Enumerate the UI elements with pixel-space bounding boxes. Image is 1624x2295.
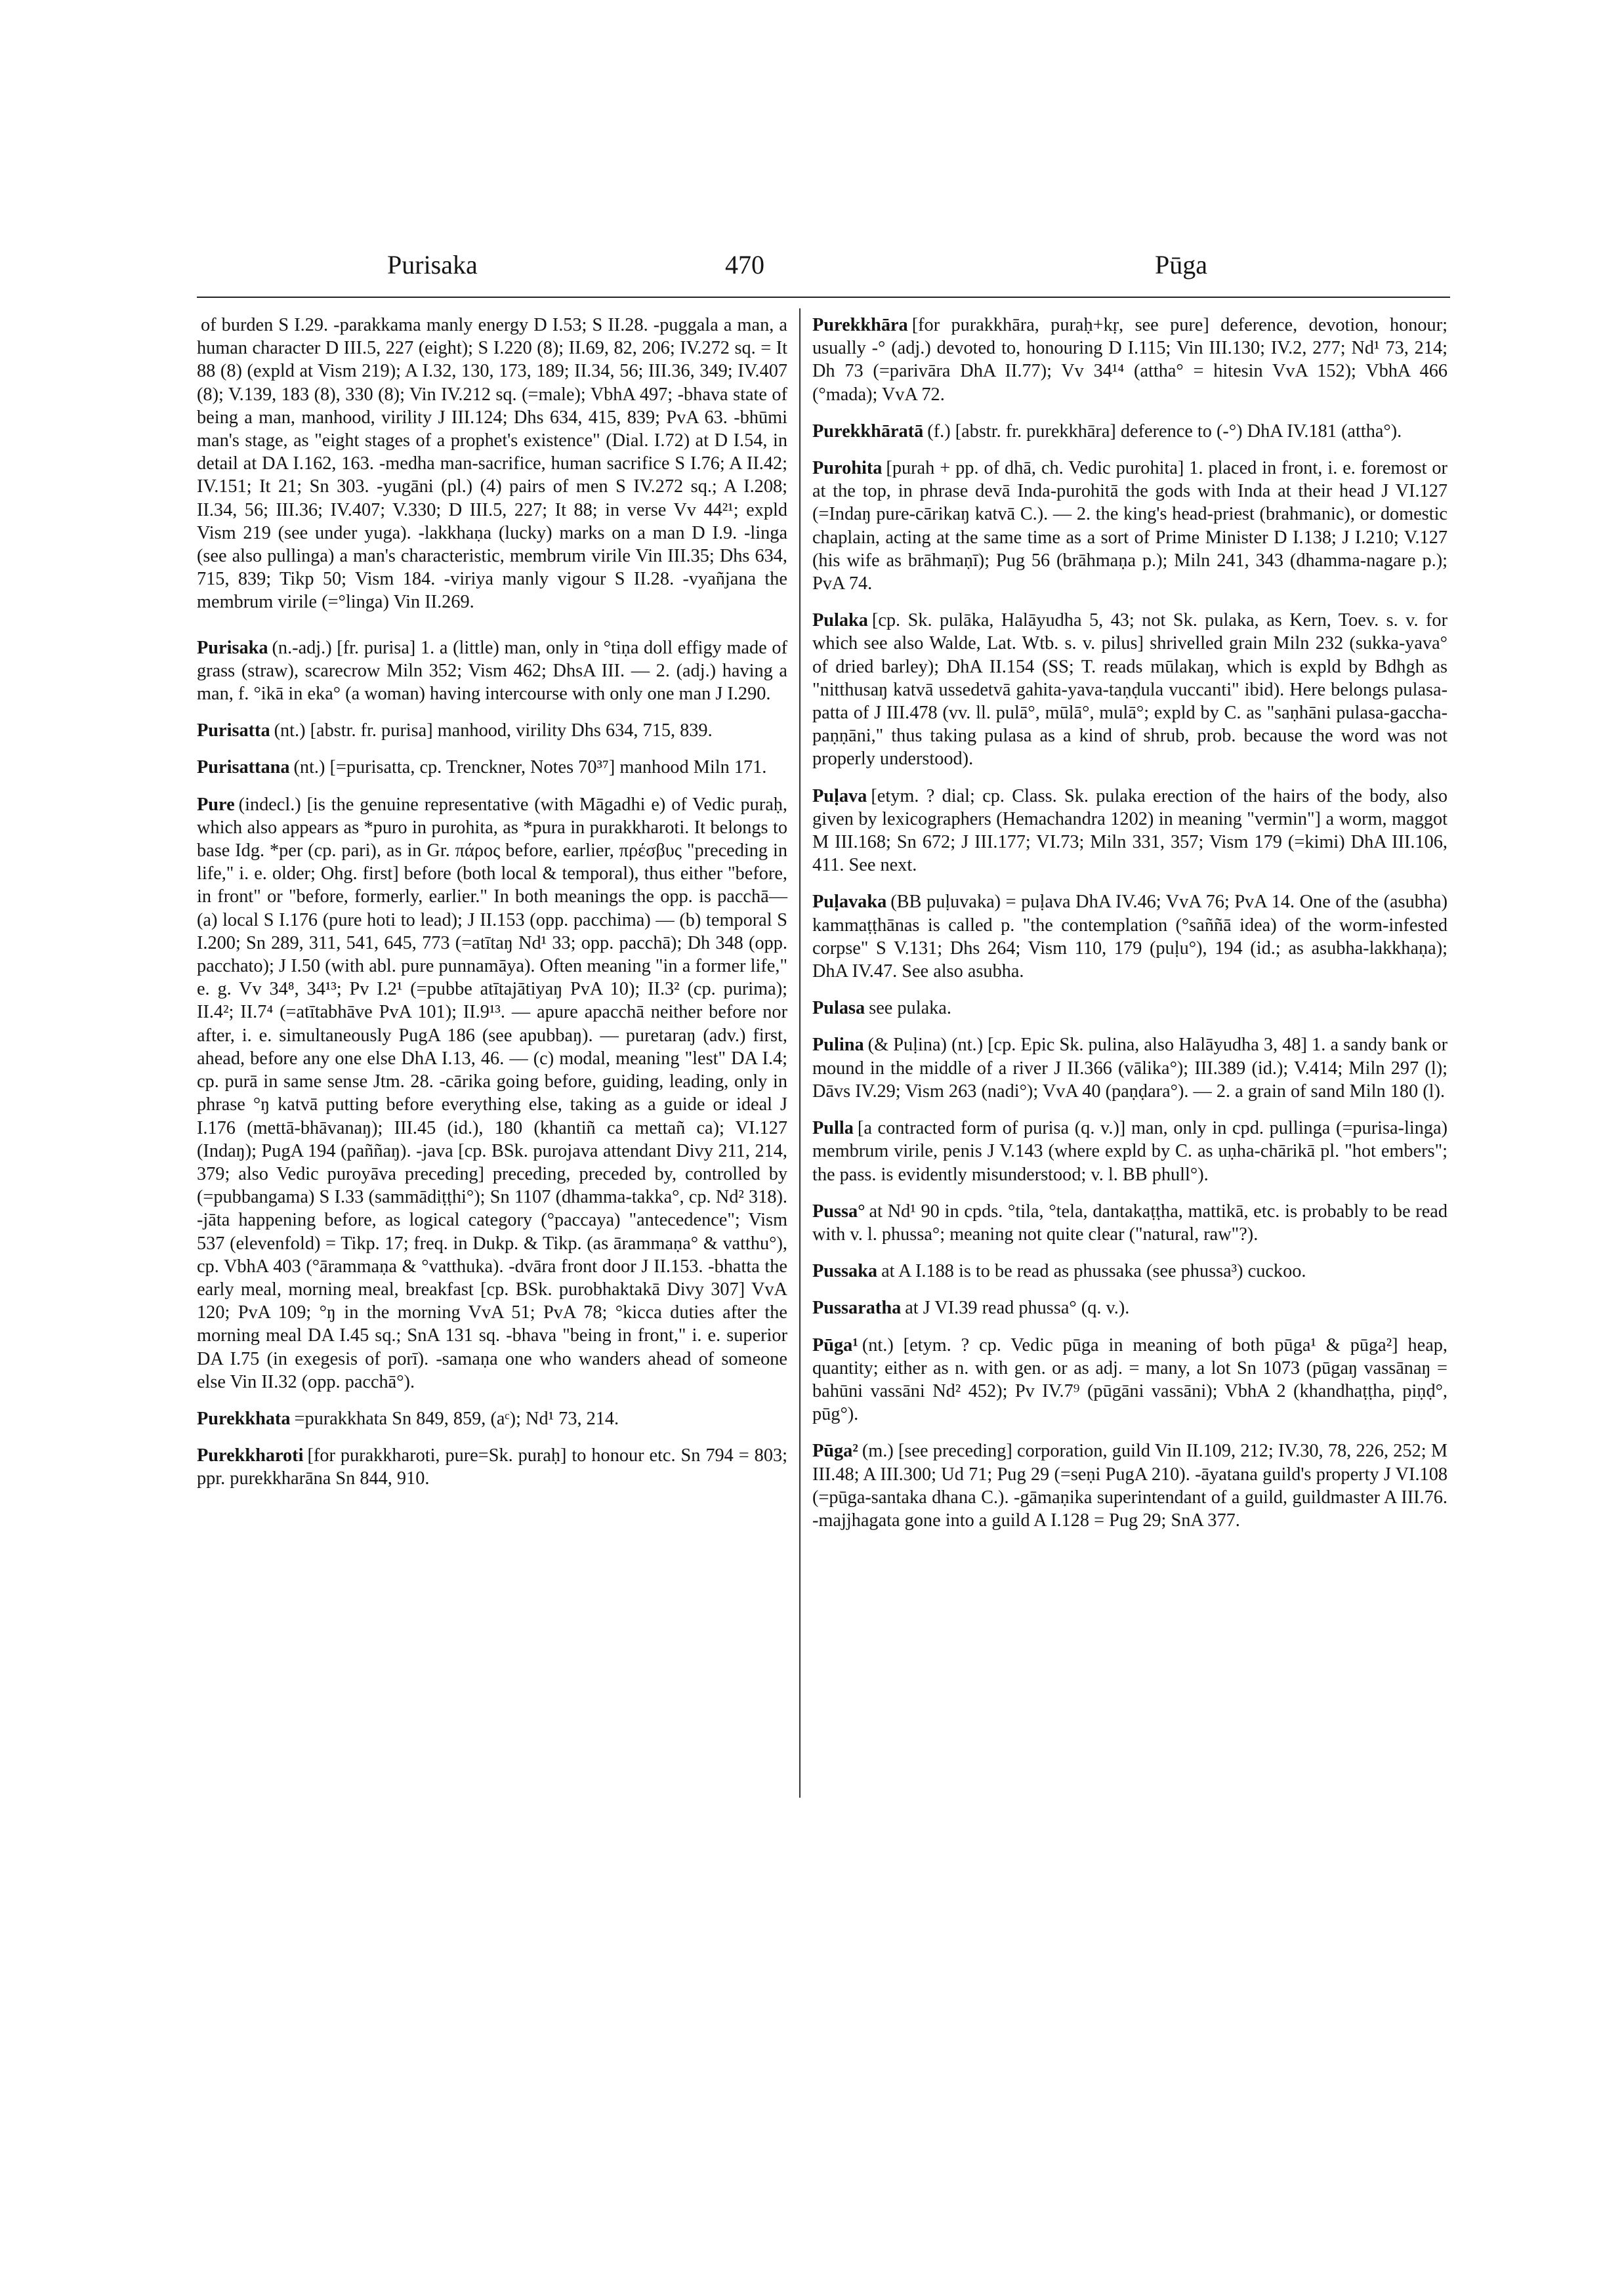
running-header [197, 249, 1444, 295]
entry-headword: Pure [197, 794, 235, 815]
entry-text: at Nd¹ 90 in cpds. °tila, °tela, dantakaṭṭha, mattikā, etc. is probably to be read with v. l. phussa°; meaning not quite clear ("natural, raw"?). [812, 1201, 1447, 1245]
dictionary-entry [812, 997, 1447, 1020]
entry-text: [etym. ? dial; cp. Class. Sk. pulaka erection of the hairs of the body, also given by lexicographers (Hemachandra 1202) in meaning "vermin"] a worm, maggot M III.168; Sn 672; J III.177; VI.73; Miln 331, 357; Vism 179 (=kimi) DhA III.106, 411. See next. [812, 785, 1447, 876]
entry-headword: Pussaratha [812, 1298, 902, 1319]
entry-text: (nt.) [abstr. fr. purisa] manhood, virility Dhs 634, 715, 839. [274, 720, 713, 741]
entry-text: (n.-adj.) [fr. purisa] 1. a (little) man, only in °tiṇa doll effigy made of grass (straw), scarecrow Miln 352; Vism 462; DhsA III. — 2. (adj.) having a man, f. °ikā in eka° (a woman) having intercourse with only one man J I.290. [197, 637, 787, 705]
dictionary-entry [197, 719, 787, 742]
entry-headword: Purisaka [197, 637, 268, 658]
entry-headword: Pūga² [812, 1441, 858, 1462]
entry-headword: Puḷava [812, 785, 867, 806]
entry-headword: Purekkhata [197, 1408, 291, 1429]
entry-text: [a contracted form of purisa (q. v.)] man, only in cpd. pullinga (=purisa-linga) membrum virile, penis J V.143 (where expld by C. as uṇha-chārikā pl. "hot embers"; the pass. is evidently misunderstood; v. l. BB phull°). [812, 1118, 1447, 1185]
left-column [197, 314, 787, 1504]
dictionary-entry [812, 314, 1447, 406]
dictionary-entry [197, 756, 787, 779]
dictionary-entry [812, 1117, 1447, 1186]
header-right-guideword: Pūga [1155, 250, 1207, 279]
entry-headword: Pussa° [812, 1201, 865, 1222]
dictionary-entry [812, 1296, 1447, 1319]
entry-text: [for purakkhāra, puraḥ+kṛ, see pure] deference, devotion, honour; usually -° (adj.) devoted to, honouring D I.115; Vin III.130; IV.2, 277; Nd¹ 73, 214; Dh 73 (=parivāra DhA II.77); Vv 34¹⁴ (attha° = hitesin VvA 152); VbhA 466 (°mada); VvA 72. [812, 315, 1447, 405]
dictionary-entry [812, 1033, 1447, 1103]
entry-headword: Purohita [812, 458, 883, 479]
dictionary-entry [812, 890, 1447, 983]
entry-text: of burden S I.29. -parakkama manly energy D I.53; S II.28. -puggala a man, a human character D III.5, 227 (eight); S I.220 (8); II.69, 82, 206; IV.272 sq. = It 88 (8) (expld at Vism 219); A I.32, 130, 173, 189; II.34, 56; III.36, 349; IV.407 (8); V.139, 183 (8), 330 (8); Vin IV.212 sq. (=male); VbhA 497; -bhava state of being a man, manhood, virility J III.124; Dhs 634, 415, 839; PvA 63. -bhūmi man's stage, as "eight stages of a prophet's existence" (Dial. I.72) at D I.54, in detail at DA I.162, 163. -medha man-sacrifice, human sacrifice S I.76; A II.42; IV.151; It 21; Sn 303. -yugāni (pl.) (4) pairs of men S IV.272 sq.; A I.208; II.34, 56; III.36; IV.407; V.330; D III.5, 227; It 88; in verse Vv 44²¹; expld Vism 219 (see under yuga). -lakkhaṇa (lucky) marks on a man D I.9. -linga (see also pullinga) a man's characteristic, membrum virile Vin III.35; Dhs 634, 715, 839; Tikp 50; Vism 184. -viriya manly vigour S II.28. -vyañjana the membrum virile (=°linga) Vin II.269. [197, 315, 787, 613]
dictionary-entry [812, 1334, 1447, 1426]
entry-text: see pulaka. [869, 998, 951, 1019]
entry-text: (& Puḷina) (nt.) [cp. Epic Sk. pulina, also Halāyudha 3, 48] 1. a sandy bank or mound in the middle of a river J II.366 (vālika°); III.389 (id.); V.414; Miln 297 (l); Dāvs IV.29; Vism 263 (nadi°); VvA 40 (paṇḍara°). — 2. a grain of sand Miln 180 (l). [812, 1035, 1447, 1102]
entry-text: (f.) [abstr. fr. purekkhāra] deference to (-°) DhA IV.181 (attha°). [927, 421, 1402, 442]
entry-headword: Pūga¹ [812, 1334, 858, 1355]
entry-text: at A I.188 is to be read as phussaka (see phussa³) cuckoo. [881, 1261, 1306, 1282]
entry-text: (BB puḷuvaka) = puḷava DhA IV.46; VvA 76; PvA 14. One of the (asubha) kammaṭṭhānas is called p. "the contemplation (°saññā idea) of the worm-infested corpse" S V.131; Dhs 264; Vism 110, 179 (puḷu°), 194 (id.; as asubha-lakkhaṇa); DhA IV.47. See also asubha. [812, 892, 1447, 982]
entry-headword: Pulina [812, 1035, 864, 1056]
dictionary-entry [812, 1200, 1447, 1246]
entry-text: [for purakkharoti, pure=Sk. puraḥ] to honour etc. Sn 794 = 803; ppr. purekkharāna Sn 844, 910. [197, 1445, 787, 1489]
entry-headword: Pulla [812, 1118, 854, 1139]
page-number: 470 [725, 250, 764, 279]
entry-headword: Puḷavaka [812, 892, 887, 913]
dictionary-entry [197, 314, 787, 614]
entry-headword: Purisatta [197, 720, 270, 741]
dictionary-entry [197, 1444, 787, 1490]
dictionary-entry [812, 785, 1447, 877]
dictionary-entry [812, 1439, 1447, 1532]
entry-text: (nt.) [etym. ? cp. Vedic pūga in meaning of both pūga¹ & pūga²] heap, quantity; either as n. with gen. or as adj. = many, a lot Sn 1073 (pūgaŋ vassānaŋ = bahūni vassāni Nd² 452); Pv IV.7⁹ (pūgāni vassāni); VbhA 2 (khandhaṭṭha, piṇḍ°, pūg°). [812, 1334, 1447, 1425]
entry-text: (nt.) [=purisatta, cp. Trenckner, Notes 70³⁷] manhood Miln 171. [293, 757, 767, 778]
entry-text: at J VI.39 read phussa° (q. v.). [905, 1298, 1130, 1319]
entry-headword: Purekkhāratā [812, 421, 924, 442]
dictionary-entry [197, 793, 787, 1394]
entry-text: (indecl.) [is the genuine representative (with Māgadhi e) of Vedic puraḥ, which also appears as *puro in purohita, as *pura in purakkharoti. It belongs to base Idg. *per (cp. pari), as in Gr. πάρος before, earlier, πρέσβυς "preceding in life," i. e. older; Ohg. first] before (both local & temporal), thus either "before, in front" or "before, formerly, earlier." In both meanings the opp. is pacchā—(a) local S I.176 (pure hoti to lead); J II.153 (opp. pacchima) — (b) temporal S I.200; Sn 289, 311, 541, 645, 773 (=atītaŋ Nd¹ 33; opp. pacchā); Dh 348 (opp. pacchato); J I.50 (with abl. pure punnamāya). Often meaning "in a former life," e. g. Vv 34⁸, 34¹³; Pv I.2¹ (=pubbe atītajātiyaŋ PvA 10); II.3² (cp. purima); II.4²; II.7⁴ (=atītabhāve PvA 101); II.9¹³. — apure apacchā neither before nor after, i. e. simultaneously PugA 186 (see apubbaŋ). — puretaraŋ (adv.) first, ahead, before any one else DhA I.13, 46. — (c) modal, meaning "lest" DA I.4; cp. purā in same sense Jtm. 28. -cārika going before, guiding, leading, only in phrase °ŋ katvā putting before everything else, taking as a guide or ideal J I.176 (mettā-bhāvanaŋ); III.45 (id.), 180 (khantiñ ca mettañ ca); VI.127 (Indaŋ); PugA 194 (paññaŋ). -java [cp. BSk. purojava attendant Divy 211, 214, 379; also Vedic puroyāva preceding] preceding, preceded by, controlled by (=pubbangama) S I.33 (sammādiṭṭhi°); Sn 1107 (dhamma-takka°, cp. Nd² 318). -jāta happening before, as logical category (°paccaya) "antecedence"; Vism 537 (elevenfold) = Tikp. 17; freq. in Dukp. & Tikp. (as ārammaṇa° & vatthu°), cp. VbhA 403 (°ārammaṇa & °vatthuka). -dvāra front door J II.153. -bhatta the early meal, morning meal, breakfast [cp. BSk. purobhaktakā Divy 307] VvA 120; PvA 109; °ŋ in the morning VvA 51; PvA 78; °kicca duties after the morning meal DA I.45 sq.; SnA 131 sq. -bhava "being in front," i. e. superior DA I.75 (in exegesis of porī). -samaṇa one who wanders ahead of someone else Vin II.32 (opp. pacchā°). [197, 794, 787, 1392]
entry-text: =purakkhata Sn 849, 859, (aᶜ); Nd¹ 73, 214. [294, 1408, 619, 1429]
right-column [812, 314, 1447, 1546]
header-left-guideword: Purisaka [387, 250, 478, 279]
column-divider [799, 308, 801, 1798]
entry-headword: Purekkhāra [812, 315, 908, 335]
dictionary-entry [197, 1407, 787, 1430]
entry-headword: Pulaka [812, 610, 868, 631]
dictionary-entry [812, 609, 1447, 770]
entry-text: [purah + pp. of dhā, ch. Vedic purohita] 1. placed in front, i. e. foremost or at the top, in phrase devā Inda-purohitā the gods with Inda at their head J VI.127 (=Indaŋ pure-cārikaŋ katvā C.). — 2. the king's head-priest (brahmanic), or domestic chaplain, acting at the same time as a sort of Prime Minister D I.138; J I.210; V.127 (his wife as brāhmaṇī); Pug 56 (brāhmaṇa p.); Miln 241, 343 (dhamma-nagare p.); PvA 74. [812, 458, 1447, 594]
dictionary-entry [197, 636, 787, 706]
dictionary-entry [812, 420, 1447, 443]
header-rule [197, 297, 1450, 298]
entry-headword: Purekkharoti [197, 1445, 304, 1466]
entry-headword: Pussaka [812, 1261, 878, 1282]
dictionary-entry [812, 457, 1447, 595]
entry-text: [cp. Sk. pulāka, Halāyudha 5, 43; not Sk. pulaka, as Kern, Toev. s. v. for which see also Walde, Lat. Wtb. s. v. pilus] shrivelled grain Miln 232 (sukka-yava° of dried barley); DhA II.154 (SS; T. reads mūlakaŋ, which is expld by Bdhgh as "nitthusaŋ katvā ussedetvā gahita-yava-taṇḍula vuccanti" ibid). Here belongs pulasa-patta of J III.478 (vv. ll. pulā°, mūlā°, mulā°; expld by C. as "saṇhāni pulasa-gaccha-paṇṇāni," thus taking pulasa as a kind of shrub, prob. because the word was not properly understood). [812, 610, 1447, 770]
entry-headword: Purisattana [197, 757, 290, 778]
entry-headword: Pulasa [812, 998, 865, 1019]
dictionary-entry [812, 1260, 1447, 1283]
entry-text: (m.) [see preceding] corporation, guild Vin II.109, 212; IV.30, 78, 226, 252; M III.48; A III.300; Ud 71; Pug 29 (=seṇi PugA 210). -āyatana guild's property J VI.108 (=pūga-santaka dhana C.). -gāmaṇika superintendant of a guild, guildmaster A III.76. -majjhagata gone into a guild A I.128 = Pug 29; SnA 377. [812, 1441, 1447, 1531]
